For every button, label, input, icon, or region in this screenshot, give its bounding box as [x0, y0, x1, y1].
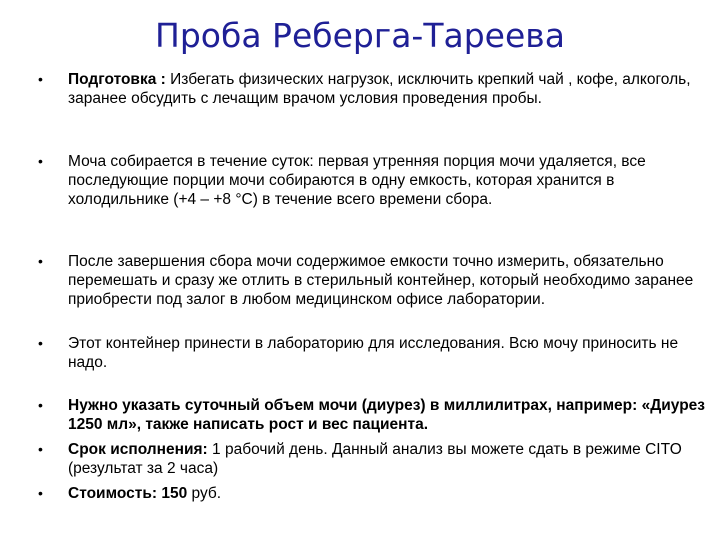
list-item-text — [68, 484, 708, 503]
list-item-text — [68, 252, 708, 309]
slide-title: Проба Реберга-Тареева — [155, 16, 565, 55]
list-item-bold: Срок исполнения: — [68, 441, 208, 458]
bullet-icon: • — [38, 71, 43, 87]
list-item-bold: Нужно указать суточный объем мочи (диурез) в миллилитрах, например: «Диурез 1250 мл», также написать рост и вес пациента. — [68, 397, 706, 433]
bullet-icon: • — [38, 397, 43, 413]
bullet-icon: • — [38, 485, 43, 501]
list-item-text — [68, 396, 708, 434]
bullet-icon: • — [38, 153, 43, 169]
list-item-text — [68, 440, 708, 478]
bullet-icon: • — [38, 441, 43, 457]
list-item-body: Избегать физических нагрузок, исключить крепкий чай , кофе, алкоголь, заранее обсудить с лечащим врачом условия проведения пробы. — [68, 71, 691, 107]
bullet-icon: • — [38, 335, 43, 351]
list-item-bold: Стоимость: — [68, 485, 158, 502]
list-item-text — [68, 152, 708, 209]
list-item-body: руб. — [187, 485, 222, 502]
list-item-body: Моча собирается в течение суток: первая утренняя порция мочи удаляется, все последующие порции мочи собираются в одну емкость, которая хранится в холодильнике (+4 – +8 °С) в течение всего времени сбора. — [68, 153, 646, 208]
list-item-bold: Подготовка : — [68, 71, 166, 88]
list-item-body: 1 рабочий день. Данный анализ вы можете сдать в режиме CITO (результат за 2 часа) — [68, 441, 682, 477]
list-item-text — [68, 334, 708, 372]
list-item-body: Этот контейнер принести в лабораторию для исследования. Всю мочу приносить не надо. — [68, 335, 679, 371]
bullet-icon: • — [38, 253, 43, 269]
list-item-text — [68, 70, 708, 108]
price-value: 150 — [157, 485, 188, 502]
list-item-body: После завершения сбора мочи содержимое емкости точно измерить, обязательно перемешать и сразу же отлить в стерильный контейнер, который необходимо заранее приобрести под залог в любом медицинском офисе лаборатории. — [68, 253, 694, 308]
